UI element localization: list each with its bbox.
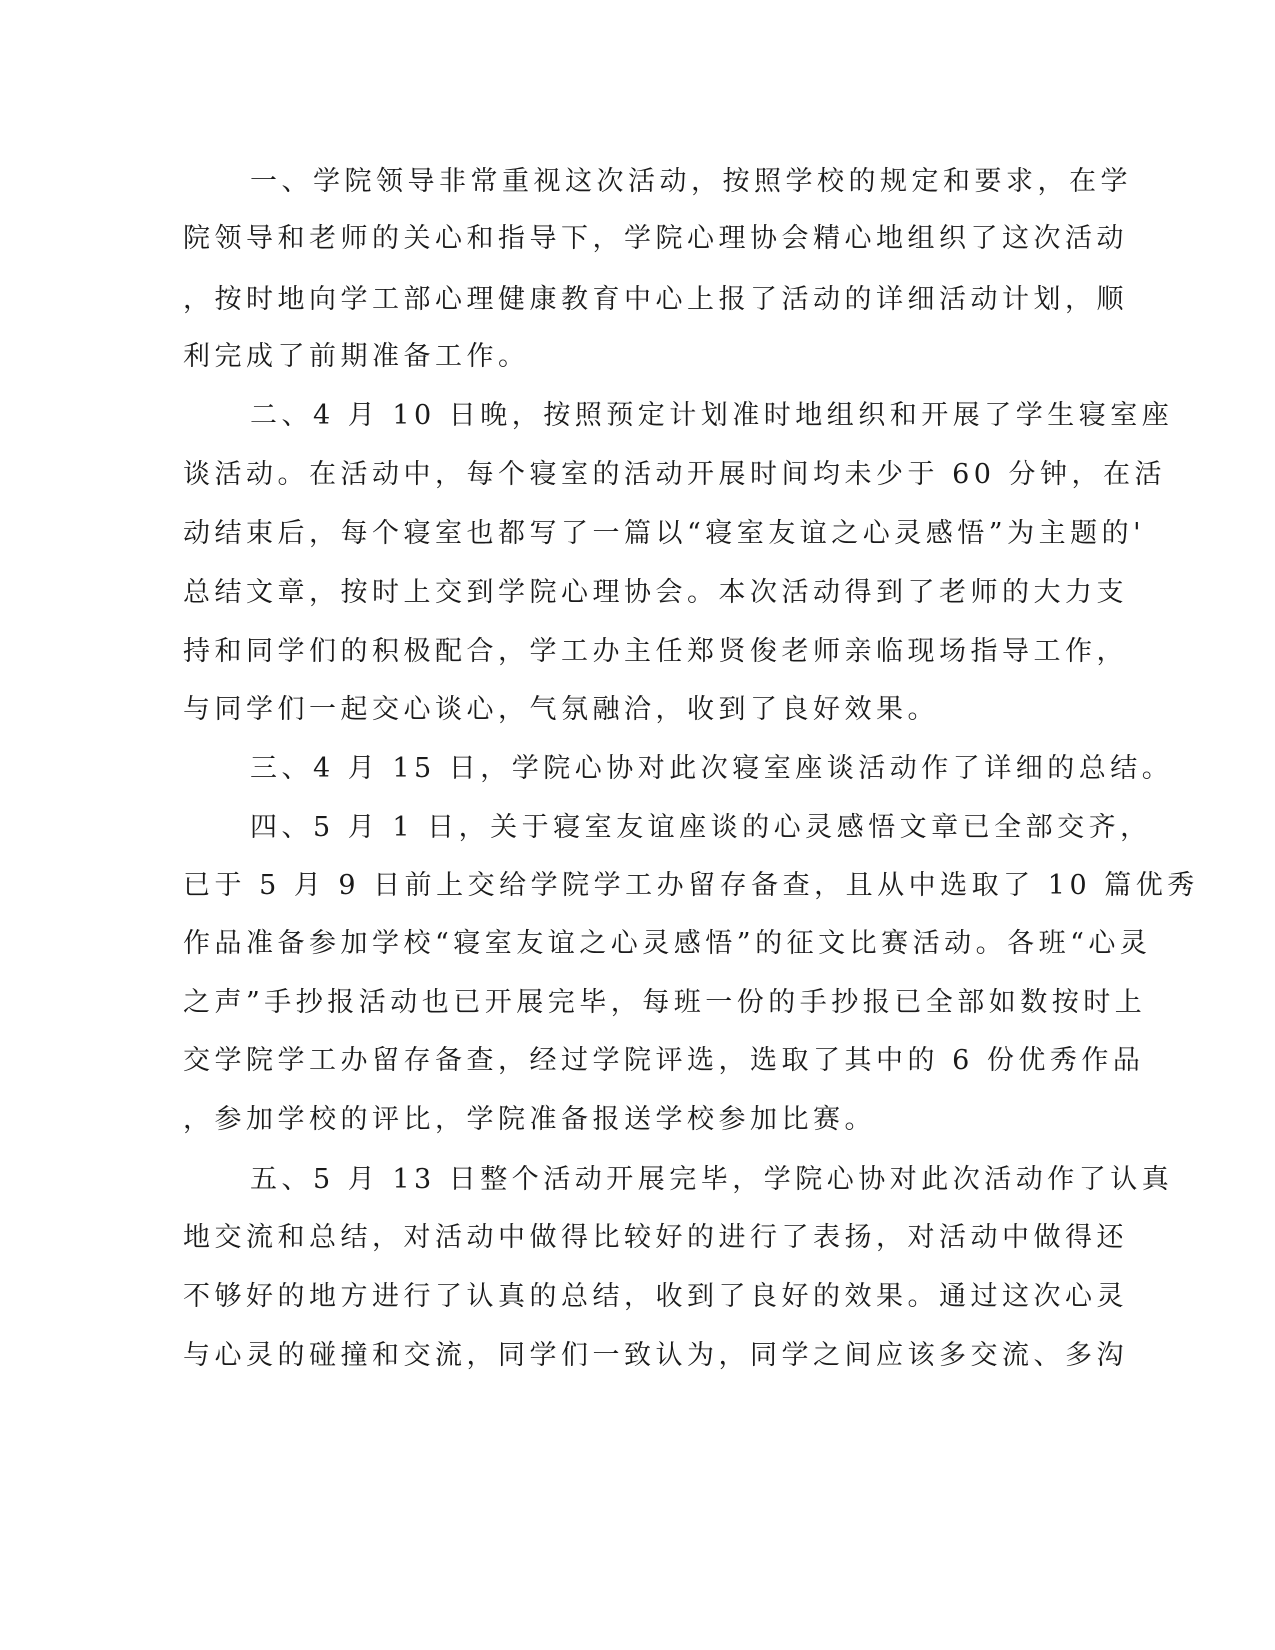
paragraph-2-line-5: 持和同学们的积极配合，学工办主任郑贤俊老师亲临现场指导工作， — [183, 636, 1128, 667]
paragraph-2-line-4: 总结文章，按时上交到学院心理协会。本次活动得到了老师的大力支 — [183, 577, 1128, 608]
paragraph-2-line-2: 谈活动。在活动中，每个寝室的活动开展时间均未少于 60 分钟，在活 — [183, 459, 1167, 490]
paragraph-1-line-2: 院领导和老师的关心和指导下，学院心理协会精心地组织了这次活动 — [183, 223, 1128, 254]
paragraph-4-line-3: 作品准备参加学校“寝室友谊之心灵感悟”的征文比赛活动。各班“心灵 — [183, 928, 1152, 959]
paragraph-3-line-1: 三、4 月 15 日，学院心协对此次寝室座谈活动作了详细的总结。 — [250, 753, 1174, 784]
paragraph-2-line-1: 二、4 月 10 日晚，按照预定计划准时地组织和开展了学生寝室座 — [250, 400, 1174, 431]
paragraph-4-line-4: 之声”手抄报活动也已开展完毕，每班一份的手抄报已全部如数按时上 — [183, 987, 1147, 1018]
paragraph-4-line-2: 已于 5 月 9 日前上交给学院学工办留存备查，且从中选取了 10 篇优秀 — [183, 870, 1199, 901]
paragraph-5-line-4: 与心灵的碰撞和交流，同学们一致认为，同学之间应该多交流、多沟 — [183, 1340, 1128, 1371]
paragraph-4-line-5: 交学院学工办留存备查，经过学院评选，选取了其中的 6 份优秀作品 — [183, 1045, 1145, 1076]
paragraph-5-line-2: 地交流和总结，对活动中做得比较好的进行了表扬，对活动中做得还 — [183, 1222, 1128, 1253]
paragraph-1-line-1: 一、学院领导非常重视这次活动，按照学校的规定和要求，在学 — [250, 166, 1132, 197]
paragraph-1-line-3: ，按时地向学工部心理健康教育中心上报了活动的详细活动计划，顺 — [183, 284, 1128, 315]
paragraph-4-line-1: 四、5 月 1 日，关于寝室友谊座谈的心灵感悟文章已全部交齐， — [250, 812, 1152, 843]
paragraph-5-line-1: 五、5 月 13 日整个活动开展完毕，学院心协对此次活动作了认真 — [250, 1164, 1174, 1195]
paragraph-2-line-6: 与同学们一起交心谈心，气氛融洽，收到了良好效果。 — [183, 694, 939, 725]
paragraph-4-line-6: ，参加学校的评比，学院准备报送学校参加比赛。 — [183, 1104, 876, 1135]
paragraph-5-line-3: 不够好的地方进行了认真的总结，收到了良好的效果。通过这次心灵 — [183, 1281, 1128, 1312]
paragraph-2-line-3: 动结束后，每个寝室也都写了一篇以“寝室友谊之心灵感悟”为主题的' — [183, 518, 1146, 549]
paragraph-1-line-4: 利完成了前期准备工作。 — [183, 341, 530, 372]
